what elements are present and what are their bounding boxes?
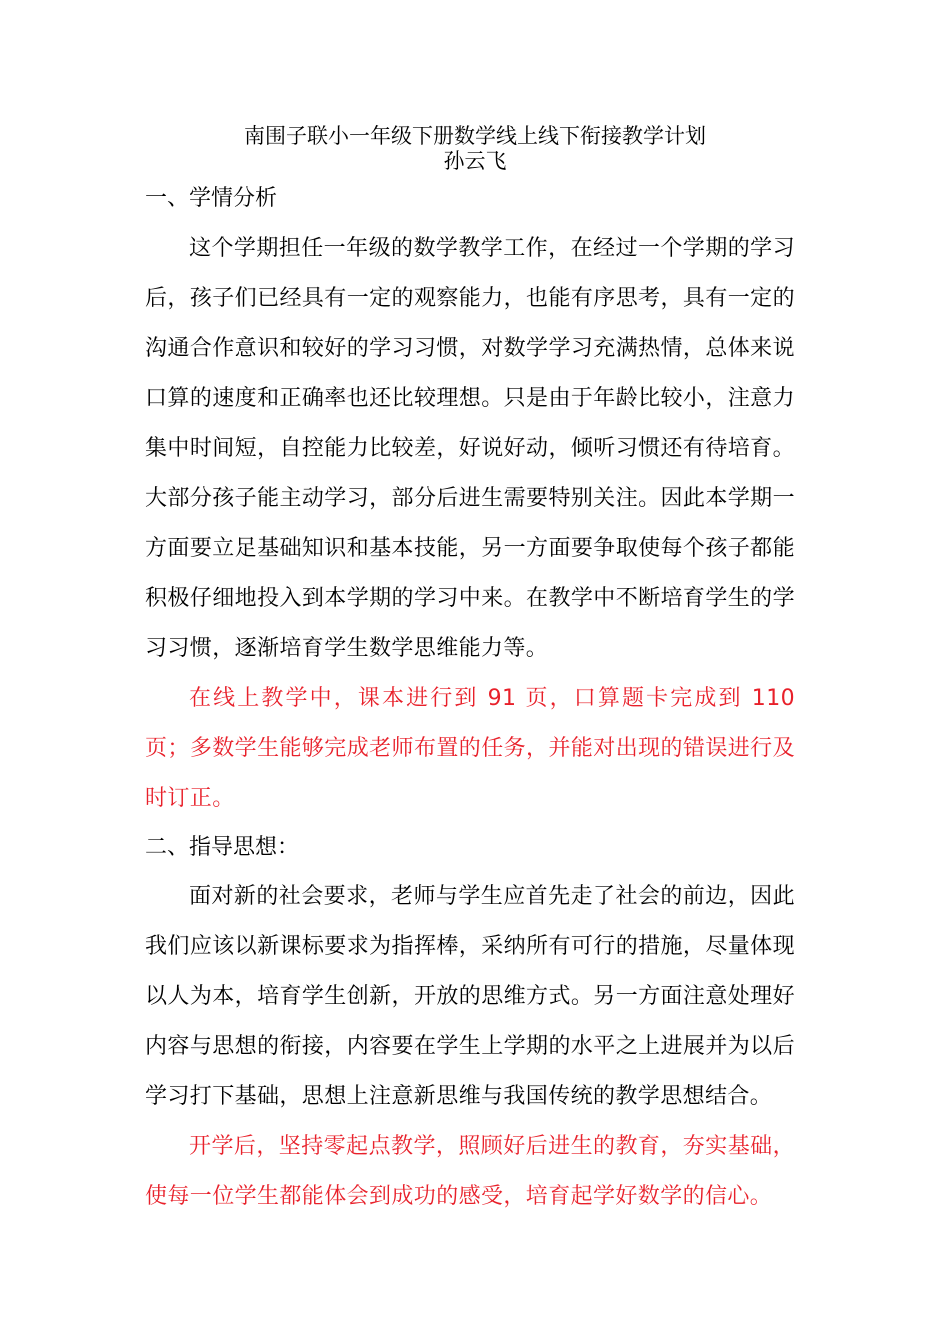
- analysis-paragraph: 这个学期担任一年级的数学教学工作，在经过一个学期的学习后，孩子们已经具有一定的观察能力，也能有序思考，具有一定的沟通合作意识和较好的学习习惯，对数学学习充满热情，总体来说口算的速度和正确率也还比较理想。只是由于年龄比较小，注意力集中时间短，自控能力比较差，好说好动，倾听习惯还有待培育。大部分孩子能主动学习，部分后进生需要特别关注。因此本学期一方面要立足基础知识和基本技能，另一方面要争取使每个孩子都能积极仔细地投入到本学期的学习中来。在教学中不断培育学生的学习习惯，逐渐培育学生数学思维能力等。: [145, 236, 795, 661]
- start-of-term-paragraph: 开学后，坚持零起点教学，照顾好后进生的教育，夯实基础，使每一位学生都能体会到成功的感受，培育起学好数学的信心。: [145, 1134, 795, 1209]
- section-heading-analysis: 一、学情分析: [145, 186, 278, 211]
- document-author: 孙云飞: [443, 149, 507, 173]
- section-heading-guiding-thought: 二、指导思想：: [145, 835, 300, 860]
- document-title: 南围子联小一年级下册数学线上线下衔接教学计划: [244, 124, 706, 148]
- guiding-thought-paragraph: 面对新的社会要求，老师与学生应首先走了社会的前边，因此我们应该以新课标要求为指挥棒，采纳所有可行的措施，尽量体现以人为本，培育学生创新，开放的思维方式。另一方面注意处理好内容与思想的衔接，内容要在学生上学期的水平之上进展并为以后学习打下基础，思想上注意新思维与我国传统的教学思想结合。: [145, 884, 795, 1109]
- online-progress-paragraph: 在线上教学中，课本进行到 91 页，口算题卡完成到 110 页；多数学生能够完成老师布置的任务，并能对出现的错误进行及时订正。: [145, 686, 795, 811]
